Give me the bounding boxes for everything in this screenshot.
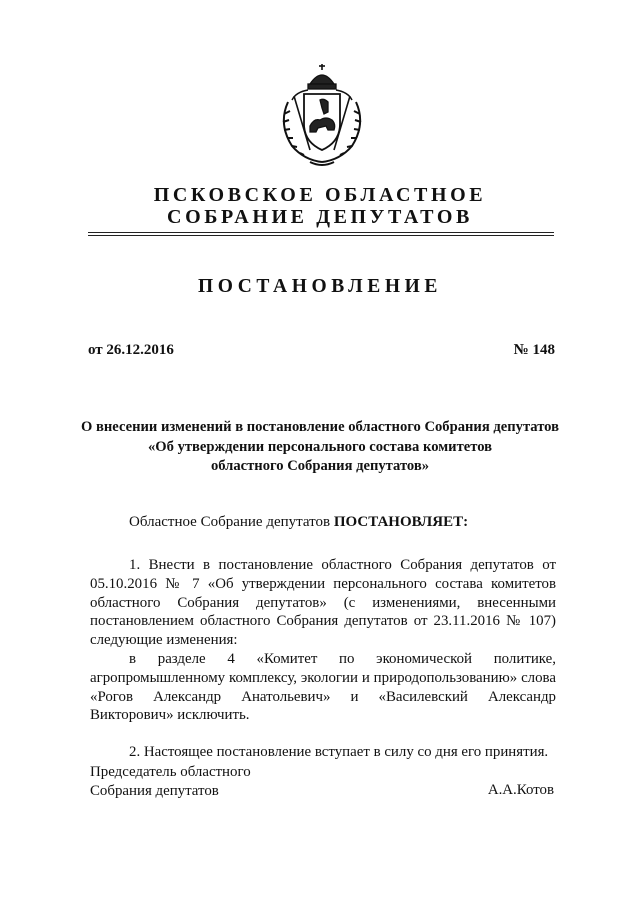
decree-keyword: ПОСТАНОВЛЯЕТ: xyxy=(333,514,469,530)
document-date: от 26.12.2016 xyxy=(88,342,174,358)
paragraph-item-2: 2. Настоящее постановление вступает в силу со дня его принятия. xyxy=(129,744,549,761)
decree-prefix: Областное Собрание депутатов xyxy=(129,514,331,530)
document-type-title: ПОСТАНОВЛЕНИЕ xyxy=(197,276,443,297)
subject-line: О внесении изменений в постановление областного Собрания депутатов xyxy=(81,419,559,435)
organization-name-line-2: СОБРАНИЕ ДЕПУТАТОВ xyxy=(167,206,473,228)
subject-line: «Об утверждении персонального состава комитетов xyxy=(147,438,493,455)
header-divider xyxy=(88,235,554,236)
signatory-position xyxy=(90,763,251,801)
organization-name-line-1: ПСКОВСКОЕ ОБЛАСТНОЕ xyxy=(153,184,487,206)
subject-line: областного Собрания депутатов» xyxy=(210,458,430,474)
decree-statement xyxy=(129,514,468,531)
signatory-name: А.А.Котов xyxy=(487,782,554,798)
signatory-position-line: Собрания депутатов xyxy=(90,782,219,799)
document-number: № 148 xyxy=(513,342,555,358)
signatory-position-line: Председатель областного xyxy=(90,764,251,780)
document-subject xyxy=(80,418,560,477)
header-divider xyxy=(88,232,554,233)
document-body xyxy=(90,556,556,762)
paragraph-item-1-sub: в разделе 4 «Комитет по экономической политике, агропромышленному комплексу, экологии и природопользованию» слова «Рогов Александр Анатольевич» и «Василевский Александр Викторович» исключить. xyxy=(90,650,556,724)
paragraph-item-1: 1. Внести в постановление областного Собрания депутатов от 05.10.2016 № 7 «Об утверждении персонального состава комитетов областного Собрания депутатов» (с изменениями, внесенными постановлением областного Собрания депутатов от 23.11.2016 № 107) следующие изменения: xyxy=(90,557,556,649)
coat-of-arms-icon xyxy=(270,62,374,170)
